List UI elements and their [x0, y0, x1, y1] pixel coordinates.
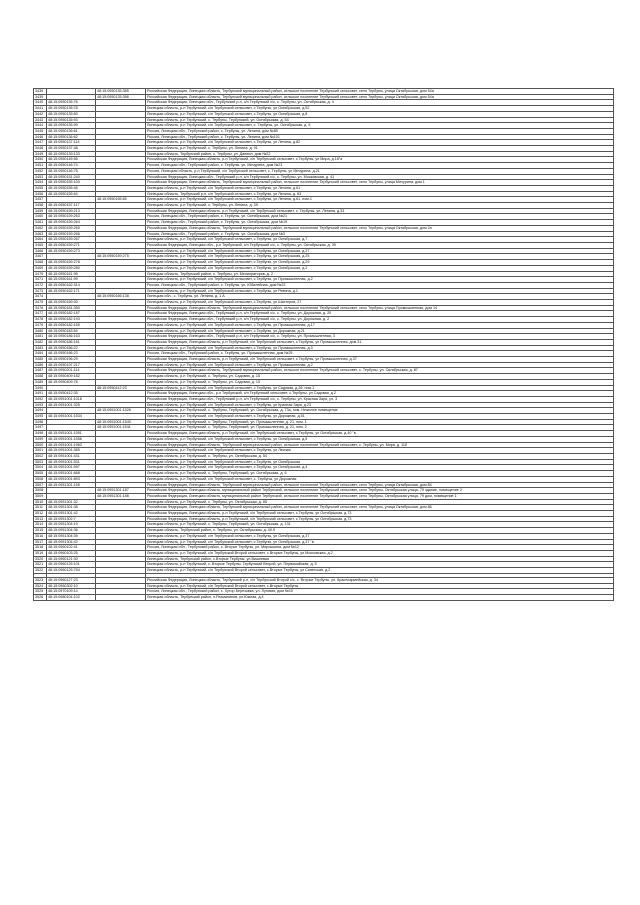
- building-number-cell: 48:15:0951001:1526: [96, 408, 146, 414]
- address-cell: Липецкая область, Тербунский район, с.Вторые Тербуны, ул.Вишневая: [146, 556, 614, 562]
- land-parcel-number-cell: 48:15:0950139:133: [47, 151, 96, 157]
- land-parcel-number-cell: 48:15:0951304:36: [47, 528, 96, 534]
- row-number-cell: 3446: [34, 134, 47, 140]
- land-parcel-number-cell: 48:15:0950159:213: [47, 208, 96, 214]
- address-cell: Липецкая область, р-н Тербунский, с/п Тербунский сельсовет, с.Тербуны, ул Промышленная, д.2: [146, 362, 614, 368]
- row-number-cell: 3450: [34, 157, 47, 163]
- row-number-cell: 3454: [34, 180, 47, 186]
- row-number-cell: 3440: [34, 100, 47, 106]
- address-cell: Липецкая область, р-н Тербунский, с/п Тербунский сельсовет, с.Тербуны, ул Октябрьская: [146, 459, 614, 465]
- row-number-cell: 3524: [34, 583, 47, 589]
- row-number-cell: 3447: [34, 140, 47, 146]
- address-cell: Российская Федерация, Липецкая обл., Тербунский р-н, с/п Тербунский с/с, с. Тербуны, ул. Промышленная, 3: [146, 334, 614, 340]
- land-parcel-number-cell: 48:15:0951301:32: [47, 499, 96, 505]
- row-number-cell: 3485: [34, 357, 47, 363]
- address-cell: Российская Федерация, Липецкая обл., Тербунский р-н, с/п Тербунский с/с, с. Тербуны, ул. Октябрьская, д. 4: [146, 100, 614, 106]
- row-number-cell: 3483: [34, 345, 47, 351]
- row-number-cell: 3452: [34, 168, 47, 174]
- address-cell: Липецкая область, р-н Тербунский, с/п Тербунский сельсовет, с. Тербуны, ул. Октябрьская, д. 5: [146, 123, 614, 129]
- row-number-cell: 3477: [34, 311, 47, 317]
- row-number-cell: 3502: [34, 454, 47, 460]
- land-parcel-number-cell: 48:15:0950201:114: [47, 368, 96, 374]
- row-number-cell: 3493: [34, 402, 47, 408]
- row-number-cell: 3509: [34, 493, 47, 499]
- address-cell: Липецкая область, р-н Тербунский, с. Тербуны, ул. Ленина, д. 39: [146, 203, 614, 209]
- row-number-cell: 3463: [34, 231, 47, 237]
- land-parcel-number-cell: 48:15:0950159:265: [47, 225, 96, 231]
- row-number-cell: 3495: [34, 414, 47, 420]
- building-number-cell: 48:15:0950166:138: [96, 294, 146, 300]
- land-parcel-number-cell: 48:15:0950161:99: [47, 277, 96, 283]
- land-parcel-number-cell: 48:15:0950182:155: [47, 322, 96, 328]
- address-cell: Российская Федерация, Липецкая область, р-н Тербунский, с/п Тербунский сельсовет, с.Тербуны, ул Промышленная, д.37: [146, 357, 614, 363]
- row-number-cell: 3439: [34, 94, 47, 100]
- land-parcel-number-cell: 48:15:0950162:171: [47, 288, 96, 294]
- land-parcel-number-cell: 48:15:0980104:102: [47, 595, 96, 601]
- row-number-cell: 3523: [34, 577, 47, 583]
- building-number-cell: 48:15:0951301:188: [96, 493, 146, 499]
- row-number-cell: 3511: [34, 505, 47, 511]
- register-table-body: [34, 89, 614, 601]
- land-parcel-number-cell: 48:15:0950159:271: [47, 242, 96, 248]
- building-number-cell: 48:15:0951001:1540: [96, 419, 146, 425]
- row-number-cell: 3525: [34, 589, 47, 595]
- address-cell: Российская Федерация, Липецкая область, р-н Тербунский, с/п Тербунский сельсовет, с.Тербуны, ул Октябрьская, д.73: [146, 516, 614, 522]
- land-parcel-number-cell: 48:15:0960103:25: [47, 550, 96, 556]
- address-cell: Липецкая область, р-н Тербунский, с. Тербуны, Тербунский, ул. Промышленная, д. 21, пом. 2: [146, 425, 614, 431]
- land-parcel-number-cell: 48:15:0950145:56: [47, 157, 96, 163]
- land-parcel-number-cell: 48:15:0951001:688: [47, 471, 96, 477]
- address-cell: Российская Федерация, Липецкая обл., Тербунский р-н, с/п Тербунский с/с, с. Тербуны, ул. Московская, д. 41: [146, 174, 614, 180]
- land-parcel-number-cell: 48:15:0950197:217: [47, 362, 96, 368]
- land-parcel-number-cell: 48:15:0950159:267: [47, 237, 96, 243]
- row-number-cell: 3516: [34, 533, 47, 539]
- address-cell: Россия, Липецкая обл., Тербунский район, с. Тербуны, ул. Октябрьская, дом №21: [146, 214, 614, 220]
- row-number-cell: 3470: [34, 271, 47, 277]
- land-parcel-number-cell: 48:15:0951001:1551: [47, 431, 96, 437]
- row-number-cell: 3473: [34, 288, 47, 294]
- address-cell: Липецкая область, р-н Тербунский, с/п Тербунский сельсовет, с.Тербуны, ул Октябрьская, д.27: [146, 248, 614, 254]
- address-cell: Российская Федерация, Липецкая область, Тербунский муниципальный район, сельское поселение Тербунский сельсовет, село Тербуны, улица Мичурина, дом 1: [146, 180, 614, 186]
- row-number-cell: 3444: [34, 123, 47, 129]
- row-number-cell: 3503: [34, 459, 47, 465]
- land-parcel-number-cell: 48:15:0950169:30: [47, 300, 96, 306]
- address-cell: Липецкая область, р-н Тербунский, с/п Тербунский сельсовет, с.Тербуны, ул Лесная: [146, 448, 614, 454]
- address-cell: Липецкая область, Тербунский район, п.Рахманинов, ул.Южная, д.4: [146, 595, 614, 601]
- row-number-cell: 3455: [34, 185, 47, 191]
- row-number-cell: 3475: [34, 300, 47, 306]
- row-number-cell: 3517: [34, 539, 47, 545]
- address-cell: Российская Федерация, Липецкая область, муниципальный район Тербунский, сельское поселение Тербунский сельсовет, село Тербуны, Октябрьская улица, 79 здание, помещение 2: [146, 488, 614, 494]
- land-parcel-number-cell: 48:15:0950186:163: [47, 334, 96, 340]
- row-number-cell: 3481: [34, 334, 47, 340]
- row-number-cell: 3518: [34, 545, 47, 551]
- address-cell: Российская Федерация, Липецкая обл., р-н Тербунский, с/п Тербунский сельсовет, с.Тербуны, ул Садовая, д.2: [146, 391, 614, 397]
- land-parcel-number-cell: 48:15:0950135:83: [47, 111, 96, 117]
- row-number-cell: 3489: [34, 379, 47, 385]
- row-number-cell: 3453: [34, 174, 47, 180]
- address-cell: Российская Федерация, Липецкая обл., Тербунский р-н, с/п Тербунский с/с, с. Тербуны, ул. Красная Заря, ул. 3: [146, 396, 614, 402]
- land-parcel-number-cell: 48:15:0951301:42: [47, 511, 96, 517]
- row-number-cell: 3464: [34, 237, 47, 243]
- address-cell: Россия, Липецкая обл., Тербунский район, с. Тербуны, ул. Ленина, дом №85: [146, 128, 614, 134]
- address-cell: Липецкая область, р-н Тербунский, с/п Тербунский сельсовет, с.Тербуны, ул Октябрьская, д.4: [146, 465, 614, 471]
- address-cell: Российская Федерация, Липецкая область, Тербунский муниципальный район, сельское поселение Тербунский сельсовет, село Тербуны, улица Октябрьская, дом 54а: [146, 94, 614, 100]
- row-number-cell: 3513: [34, 516, 47, 522]
- row-number-cell: 3442: [34, 111, 47, 117]
- row-number-cell: 3484: [34, 351, 47, 357]
- address-cell: Россия, Липецкая обл., Тербунский район, с. Тербуны, ул. Октябрьская, дом №19: [146, 220, 614, 226]
- land-parcel-number-cell: 48:15:0960302:10: [47, 583, 96, 589]
- address-cell: Липецкая обл., с. Тербуны, ул. Ленина, д. 1 А: [146, 294, 614, 300]
- address-cell: Липецкая область, р-н Тербунский, с. Тербуны, Тербунский, ул. Октябрьская, д. 6: [146, 471, 614, 477]
- land-parcel-number-cell: 48:15:0950135:93: [47, 117, 96, 123]
- row-number-cell: 3471: [34, 277, 47, 283]
- address-cell: Липецкая область, р-н Тербунский, с/п Тербунский сельсовет, с.Тербуны, ул Октябрьская, д.25: [146, 254, 614, 260]
- address-cell: Липецкая область, р-н Тербунский, с/п Тербунский Второй сельсовет, с.Вторые Тербуны, ул Советская, д.2: [146, 568, 614, 574]
- address-cell: Российская Федерация, Липецкая область, р-н Тербунский, с/п Тербунский сельсовет, с.Тербуны, ул Октябрьская, д.73: [146, 511, 614, 517]
- land-parcel-number-cell: 48:15:0950409:78: [47, 379, 96, 385]
- address-cell: Липецкая область, р-н Тербунский, с/п Тербунский сельсовет, с.Тербуны, ул Ревина, д.1: [146, 288, 614, 294]
- row-number-cell: 3520: [34, 556, 47, 562]
- address-cell: Липецкая область, р-н Тербунский, с/п Тербунский сельсовет, с.Тербуны, ул Октябрьская, д.37: [146, 533, 614, 539]
- address-cell: Россия, Липецкая обл., Тербунский район, с. Тербуны, ул. Ленина, дом №101: [146, 134, 614, 140]
- land-parcel-number-cell: 48:15:0951001:431: [47, 454, 96, 460]
- land-parcel-number-cell: 48:15:0951001:385: [47, 448, 96, 454]
- building-number-cell: 48:15:0950155:65: [96, 197, 146, 203]
- row-number-cell: 3462: [34, 225, 47, 231]
- land-parcel-number-cell: 48:15:0950155:64: [47, 191, 96, 197]
- land-parcel-number-cell: 48:15:0950157:117: [47, 203, 96, 209]
- address-cell: Липецкая область, р-н Тербунский, с/п Тербунский сельсовет, с.Тербуны, ул Промышленная, д.17: [146, 322, 614, 328]
- row-number-cell: 3466: [34, 248, 47, 254]
- row-number-cell: 3522: [34, 568, 47, 574]
- building-number-cell: 48:15:0951301:187: [96, 488, 146, 494]
- row-number-cell: 3521: [34, 562, 47, 568]
- row-number-cell: 3499: [34, 436, 47, 442]
- row-number-cell: 3458: [34, 203, 47, 209]
- land-parcel-number-cell: 48:15:0950159:278: [47, 260, 96, 266]
- address-cell: Россия, Липецкая обл., Тербунский район, с. Тербуны, ул. Октябрьская, дом №3: [146, 231, 614, 237]
- address-cell: Липецкая область, Тербунский р-н, с/п Тербунский сельсовет, с.Тербуны, ул Ленина, д. 63: [146, 191, 614, 197]
- address-cell: Российская Федерация, Липецкая область, р-н Тербунский, с/п Тербунский сельсовет, с.Тербуны, ул Октябрьская, д.40 "в: [146, 431, 614, 437]
- address-cell: Российская Федерация, Липецкая область, Тербунский муниципальный район, сельское поселение Тербунский сельсовет, село Тербуны, улица Октябрьская, дом 86: [146, 505, 614, 511]
- address-cell: Липецкая область, р-н Тербунский, с/п Тербунский сельсовет, с.Тербуны, ул Дорожная, д.21: [146, 328, 614, 334]
- address-cell: Липецкая область, р-н Тербунский, с. Тербуны, ул. Садовая, д. 15: [146, 379, 614, 385]
- land-parcel-number-cell: 48:15:0951001:1534: [47, 414, 96, 420]
- land-parcel-number-cell: 48:15:0950146:75: [47, 168, 96, 174]
- building-number-cell: 48:15:0950412:23: [96, 385, 146, 391]
- row-number-cell: 3476: [34, 305, 47, 311]
- address-cell: Российская Федерация, Липецкая область, Тербунский муниципальный район, сельское поселение Тербунский сельсовет, село Тербуны, улица Октябрьская, дом 54а: [146, 89, 614, 95]
- land-parcel-number-cell: 48:15:0950137:114: [47, 140, 96, 146]
- address-cell: Россия, Липецкая обл., Тербунский район, с. Вторые Тербуны, ул. Мирошкина, дом №12: [146, 545, 614, 551]
- building-number-cell: 48:15:0950135:386: [96, 94, 146, 100]
- land-parcel-number-cell: 48:15:0950412:35: [47, 391, 96, 397]
- property-register-table: [33, 88, 614, 601]
- address-cell: Липецкая область, р-н Тербунский, с/п Тербунский сельсовет, с.Тербуны, ул Октябрьская, д.52: [146, 106, 614, 112]
- row-number-cell: 3492: [34, 396, 47, 402]
- row-number-cell: 3512: [34, 511, 47, 517]
- row-number-cell: 3488: [34, 374, 47, 380]
- address-cell: Липецкая область, р-н Тербунский, с/п Тербунский сельсовет, с. Тербуны, ул Дорожная: [146, 476, 614, 482]
- land-parcel-number-cell: 48:15:0950186:22: [47, 345, 96, 351]
- row-number-cell: 3514: [34, 522, 47, 528]
- address-cell: Липецкая область, р-н Тербунский, с. Тербуны, Тербунский, ул. Октябрьская, д. 131: [146, 522, 614, 528]
- address-cell: Липецкая область, р-н Тербунский, с/п Тербунский сельсовет, с.Тербуны, ул Октябрьская, д.7: [146, 237, 614, 243]
- row-number-cell: 3479: [34, 322, 47, 328]
- row-number-cell: 3497: [34, 425, 47, 431]
- land-parcel-number-cell: 48:15:0950137:48: [47, 146, 96, 152]
- land-parcel-number-cell: 48:15:0951001:325: [47, 402, 96, 408]
- land-parcel-number-cell: 48:15:0950186:161: [47, 339, 96, 345]
- row-number-cell: 3457: [34, 197, 47, 203]
- row-number-cell: 3501: [34, 448, 47, 454]
- land-parcel-number-cell: 48:15:0951304:19: [47, 522, 96, 528]
- land-parcel-number-cell: 48:15:0960127:23: [47, 577, 96, 583]
- row-number-cell: 3439: [34, 89, 47, 95]
- land-parcel-number-cell: 48:15:0950186:23: [47, 351, 96, 357]
- land-parcel-number-cell: 48:15:0950155:46: [47, 185, 96, 191]
- row-number-cell: 3498: [34, 431, 47, 437]
- address-cell: Липецкая область, р-н Тербунский, с. Тербуны, ул. Октябрьская, д. 85: [146, 499, 614, 505]
- address-cell: Липецкая область, р-н Тербунский, с/п Тербунский сельсовет, с.Тербуны, ул Октябрьская, д.37 "в: [146, 539, 614, 545]
- land-parcel-number-cell: 48:15:0950146:74: [47, 163, 96, 169]
- land-parcel-number-cell: 48:15:0951001:1556: [47, 436, 96, 442]
- address-cell: Российская Федерация, Липецкая обл., Тербунский р-н, с/п Тербунский с/с, с. Тербуны, ул. Дорожная, д. 2: [146, 317, 614, 323]
- row-number-cell: 3491: [34, 391, 47, 397]
- land-parcel-number-cell: 48:15:0951001:893: [47, 476, 96, 482]
- row-number-cell: 3461: [34, 220, 47, 226]
- address-cell: Российская Федерация, Липецкая область, Тербунский р-н, с/п Тербунский Второй с/с, с. Вторые Тербуны, ул. Красноармейская, д. 34: [146, 577, 614, 583]
- address-cell: Российская Федерация, Липецкая область, р-н Тербунский, с/п Тербунский сельсовет, с.Тербуны, ул Промышленная, дом 31: [146, 339, 614, 345]
- land-parcel-number-cell: 48:15:0960125:754: [47, 568, 96, 574]
- row-number-cell: 3507: [34, 482, 47, 488]
- address-cell: Россия, Липецкая обл., Тербунский район, с. Тербуны, ул. Юбилейная, дом №23: [146, 282, 614, 288]
- row-number-cell: 3448: [34, 146, 47, 152]
- table-row: [34, 595, 614, 601]
- row-number-cell: 3496: [34, 419, 47, 425]
- address-cell: Липецкая область, р-н Тербунский, с. Тербуны, Тербунский, ул. Октябрьская, д. 54: [146, 117, 614, 123]
- building-number-cell: 48:15:0950159:275: [96, 254, 146, 260]
- address-cell: Липецкая область, р-н Тербунский, с/п Тербунский сельсовет, с.Тербуны, ул Садовая, д.26, пом.1: [146, 385, 614, 391]
- row-number-cell: 3490: [34, 385, 47, 391]
- row-number-cell: 3506: [34, 476, 47, 482]
- address-cell: Липецкая область, р-н Тербунский, с/п Тербунский сельсовет, с.Тербуны, ул Ленина, д.82: [146, 140, 614, 146]
- address-cell: Липецкая область, р-н Тербунский, с. Вторые Тербуны, Тербунский Второй, ул. Первомайская, д. 5: [146, 562, 614, 568]
- row-number-cell: 3519: [34, 550, 47, 556]
- address-cell: Липецкая область, р-н Тербунский, с/п Тербунский сельсовет, с.Тербуны, ул Красная Заря, д.23: [146, 402, 614, 408]
- row-number-cell: 3469: [34, 265, 47, 271]
- land-parcel-number-cell: 48:15:0951304:39: [47, 533, 96, 539]
- address-cell: Липецкая область, р-н Тербунский, с/п Тербунский сельсовет, с.Тербуны, ул Октябрьская, д.2: [146, 265, 614, 271]
- address-cell: Липецкая область, Тербунский район, с. Тербуны, ул. Октябрьская, д. 40.9: [146, 528, 614, 534]
- address-cell: Липецкая область, р-н Тербунский, с/п Тербунский сельсовет, с.Тербуны, ул Октябрьская, д.8: [146, 111, 614, 117]
- land-parcel-number-cell: 48:15:0950161:95: [47, 271, 96, 277]
- address-cell: Липецкая область, р-н Тербунский, с/п Тербунский сельсовет, с.Тербуны, ул Ленина, д.61: [146, 185, 614, 191]
- land-parcel-number-cell: 48:15:0950159:264: [47, 220, 96, 226]
- land-parcel-number-cell: 48:15:0950182:187: [47, 311, 96, 317]
- address-cell: Липецкая область, р-н Тербунский, с/п Тербунский сельсовет, с.Тербуны, ул Промышленная, д.2: [146, 277, 614, 283]
- land-parcel-number-cell: 48:15:0950159:263: [47, 214, 96, 220]
- row-number-cell: 3465: [34, 242, 47, 248]
- address-cell: Российская Федерация, Липецкая область, Тербунский муниципальный район, сельское поселение Тербунский сельсовет, село Тербуны, улица Октябрьская, дом 2а: [146, 225, 614, 231]
- row-number-cell: 3487: [34, 368, 47, 374]
- address-cell: Липецкая область, р-н Тербунский, с/п Тербунский Второй сельсовет, с.Вторые Тербуны: [146, 583, 614, 589]
- row-number-cell: 3451: [34, 163, 47, 169]
- land-parcel-number-cell: 48:15:0950151:240: [47, 174, 96, 180]
- land-parcel-number-cell: 48:15:0951001:597: [47, 465, 96, 471]
- row-number-cell: 3467: [34, 254, 47, 260]
- address-cell: Липецкая область, Тербунский район, с. Тербуны, ул. Даниил, дом №22: [146, 151, 614, 157]
- land-parcel-number-cell: 48:15:0951001:1963: [47, 442, 96, 448]
- row-number-cell: 3515: [34, 528, 47, 534]
- row-number-cell: 3449: [34, 151, 47, 157]
- row-number-cell: 3460: [34, 214, 47, 220]
- address-cell: Липецкая область, р-н Тербунский, с/п Тербунский сельсовет, с.Тербуны, ул Шахтеров, 27: [146, 300, 614, 306]
- row-number-cell: 3480: [34, 328, 47, 334]
- land-parcel-number-cell: 48:15:0951302:7: [47, 516, 96, 522]
- row-number-cell: 3482: [34, 339, 47, 345]
- land-parcel-number-cell: 48:15:0950136:61: [47, 128, 96, 134]
- row-number-cell: 3504: [34, 465, 47, 471]
- address-cell: Российская Федерация, Липецкая область, Тербунский муниципальный район, сельское поселение Тербунский сельсовет, село Тербуны, улица Промышленная, дом 14: [146, 305, 614, 311]
- address-cell: Россия, Липецкая обл., Тербунский район, с. Тербуны, ул. Мичурина, дом №23: [146, 163, 614, 169]
- row-number-cell: 3445: [34, 128, 47, 134]
- address-cell: Российская Федерация, Липецкая область, Тербунский муниципальный район, сельское поселение Тербунский сельсовет, с. Тербуны, ул. Октябрьская, д. 87: [146, 368, 614, 374]
- address-cell: Липецкая область, р-н Тербунский, с/п Тербунский сельсовет, с.Тербуны, ул Октябрьская, д.29: [146, 260, 614, 266]
- address-cell: Российская Федерация, Липецкая область, р-н Тербунский, с/п Тербунский сельсовет, с.Тербуны, ул Мира, д.18"а: [146, 157, 614, 163]
- row-number-cell: 3494: [34, 408, 47, 414]
- land-parcel-number-cell: 48:15:0950182:193: [47, 317, 96, 323]
- row-number-cell: 3505: [34, 471, 47, 477]
- land-parcel-number-cell: 48:15:0960125:101: [47, 562, 96, 568]
- address-cell: Липецкая область, р-н Тербунский, с/п Тербунский сельсовет, с.Тербуны, ул Промышленная, д.3: [146, 345, 614, 351]
- row-number-cell: 3472: [34, 282, 47, 288]
- row-number-cell: 3456: [34, 191, 47, 197]
- land-parcel-number-cell: 48:15:0951301:38: [47, 505, 96, 511]
- address-cell: Россия, Липецкая обл., Тербунский район, с. Тербуны, ул. Промышленная, дом №25: [146, 351, 614, 357]
- row-number-cell: 3510: [34, 499, 47, 505]
- address-cell: Российская Федерация, Липецкая обл., Тербунский р-н, с/п Тербунский с/с, с. Тербуны, ул. Дорожная, д. 20: [146, 311, 614, 317]
- building-number-cell: 48:15:0950135:385: [96, 89, 146, 95]
- land-parcel-number-cell: 48:15:0950183:54: [47, 328, 96, 334]
- land-parcel-number-cell: 48:15:0950159:280: [47, 265, 96, 271]
- building-number-cell: [96, 595, 146, 601]
- land-parcel-number-cell: 48:15:0950135:99: [47, 123, 96, 129]
- address-cell: Российская Федерация, Липецкая область, Тербунский муниципальный район, сельское поселение Тербунский сельсовет, село Тербуны, улица Октябрьская, дом 84: [146, 482, 614, 488]
- row-number-cell: 3441: [34, 106, 47, 112]
- row-number-cell: 3486: [34, 362, 47, 368]
- address-cell: Липецкая область, р-н Тербунский, с/п Тербунский Второй сельсовет, с Вторые Тербуны, ул Московская, д.2: [146, 550, 614, 556]
- land-parcel-number-cell: 48:15:0950409:182: [47, 374, 96, 380]
- land-parcel-number-cell: 48:15:0950162:314: [47, 282, 96, 288]
- land-parcel-number-cell: 48:15:0960121:30: [47, 556, 96, 562]
- land-parcel-number-cell: 48:15:0950196:29: [47, 357, 96, 363]
- land-parcel-number-cell: 48:15:0970109:14: [47, 589, 96, 595]
- land-parcel-number-cell: 48:15:0950135:78: [47, 106, 96, 112]
- land-parcel-number-cell: 48:15:0951001:1018: [47, 396, 96, 402]
- land-parcel-number-cell: 48:15:0951001:531: [47, 459, 96, 465]
- row-number-cell: 3526: [34, 595, 47, 601]
- land-parcel-number-cell: 48:15:0950136:62: [47, 134, 96, 140]
- row-number-cell: 3508: [34, 488, 47, 494]
- land-parcel-number-cell: 48:15:0950181:350: [47, 305, 96, 311]
- land-parcel-number-cell: 48:15:0950155:100: [47, 180, 96, 186]
- address-cell: Россия, Липецкая обл., Тербунский район, с. Хутор Березовка, ул. Луговая, дом №10: [146, 589, 614, 595]
- building-number-cell: 48:15:0951001:1541: [96, 425, 146, 431]
- land-parcel-number-cell: 48:15:0950159:266: [47, 231, 96, 237]
- address-cell: Российская Федерация, Липецкая область, Тербунский муниципальный район, сельское поселение Тербунский сельсовет, с. Тербуны, ул. Мира, д. 11б: [146, 442, 614, 448]
- address-cell: Россия, Липецкая область, р-н Тербунский, с/п Тербунский сельсовет, с. Тербуны, ул Мичурина, д.21: [146, 168, 614, 174]
- land-parcel-number-cell: 48:15:0951301:155: [47, 482, 96, 488]
- address-cell: Липецкая область, р-н Тербунский, с. Тербуны, ул. Ленина, д. 91: [146, 146, 614, 152]
- address-cell: Липецкая область, Тербунский район, с. Тербуны, ул. Мелиораторов, д. 2: [146, 271, 614, 277]
- row-number-cell: 3443: [34, 117, 47, 123]
- address-cell: Липецкая область, р-н Тербунский, с/п Тербунский сельсовет, с.Тербуны, ул Ленина, д.61, пом.1: [146, 197, 614, 203]
- address-cell: Липецкая область, р-н Тербунский, с. Тербуны, Тербунский, ул. Промышленная, д. 21, пом. 1: [146, 419, 614, 425]
- row-number-cell: 3468: [34, 260, 47, 266]
- address-cell: Российская Федерация, Липецкая область, муниципальный район Тербунский, сельское поселение Тербунский сельсовет, село Тербуны, Октябрьская улица, 79 дом, помещение 1: [146, 493, 614, 499]
- row-number-cell: 3500: [34, 442, 47, 448]
- address-cell: Российская Федерация, Липецкая обл., р-н Тербунский, с/п Тербунский с/с, с. Тербуны, ул. Октябрьская, д. 39: [146, 242, 614, 248]
- land-parcel-number-cell: 48:15:0950135:76: [47, 100, 96, 106]
- address-cell: Липецкая область, р-н Тербунский, с. Тербуны, ул. Садовая, д. 15: [146, 374, 614, 380]
- row-number-cell: 3474: [34, 294, 47, 300]
- row-number-cell: 3478: [34, 317, 47, 323]
- address-cell: Липецкая область, р-н Тербунский, с. Тербуны, Тербунский, ул. Октябрьская, д. 73а, пом. Нежилое помещение: [146, 408, 614, 414]
- address-cell: Липецкая область, р-н Тербунский, с. Тербуны, ул. Октябрьская, д. 54: [146, 454, 614, 460]
- land-parcel-number-cell: 48:15:0950159:273: [47, 248, 96, 254]
- land-parcel-number-cell: 48:15:0960102:41: [47, 545, 96, 551]
- address-cell: Российская Федерация, Липецкая область, р-н Тербунский, с/п Тербунский сельсовет, с. Тербуны, ул. Ленина, д.33: [146, 208, 614, 214]
- document-page: [33, 88, 601, 601]
- row-number-cell: 3459: [34, 208, 47, 214]
- address-cell: Липецкая область, р-н Тербунский, с/п Тербунский сельсовет, с.Тербуны, ул Дорожная, д.51: [146, 414, 614, 420]
- address-cell: Липецкая область, р-н Тербунский, с/п Тербунский сельсовет, с.Тербуны, ул Октябрьская, д.5: [146, 436, 614, 442]
- land-parcel-number-cell: 48:15:0951304:42: [47, 539, 96, 545]
